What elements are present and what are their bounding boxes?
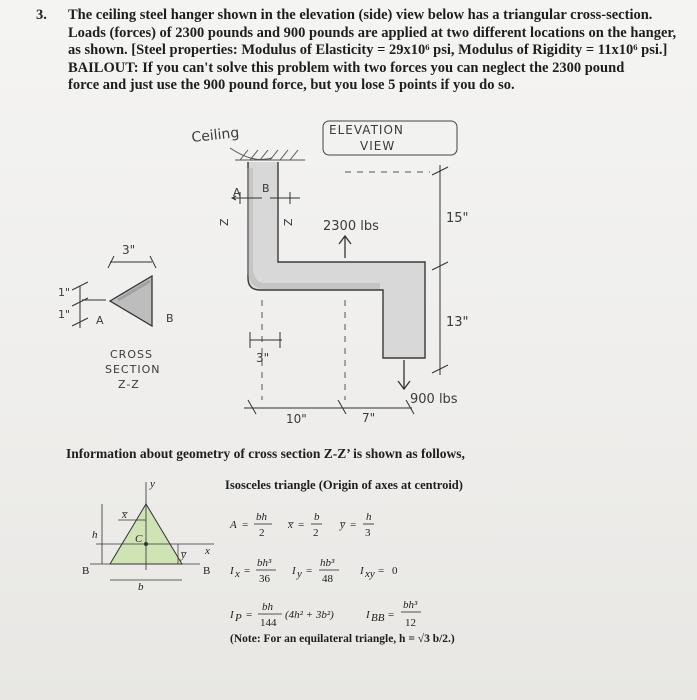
svg-text:144: 144	[260, 617, 277, 629]
svg-text:x: x	[235, 568, 240, 580]
svg-text:=: =	[306, 565, 313, 577]
svg-text:bh: bh	[262, 601, 273, 613]
triangle-heading: Isosceles triangle (Origin of axes at centroid)	[225, 478, 463, 492]
svg-text:y̅: y̅	[340, 519, 345, 531]
problem-line-1: The ceiling steel hanger shown in the elevation (side) view below has a triangular cross-section.	[68, 7, 653, 23]
svg-text:I: I	[360, 565, 364, 577]
svg-text:I: I	[230, 609, 234, 621]
svg-text:bh³: bh³	[257, 557, 272, 569]
svg-text:=: =	[246, 609, 253, 621]
formula-ixy	[359, 565, 398, 580]
cs-point-a: A	[96, 314, 104, 327]
svg-text:I: I	[292, 565, 296, 577]
geometry-info-text: Information about geometry of cross section Z-Z’ is shown as follows,	[66, 446, 465, 461]
tri-base: b	[138, 581, 144, 593]
svg-text:x̅: x̅	[288, 519, 293, 531]
dim-13-label: 13"	[446, 315, 469, 330]
problem-number: 3.	[36, 7, 47, 23]
tri-bb-right: B	[203, 565, 211, 577]
svg-text:=: =	[378, 565, 385, 577]
dim-10-label: 10"	[286, 412, 307, 426]
hanger-width-dimension	[250, 332, 282, 348]
hanger-body	[248, 162, 425, 358]
formula-ip	[229, 601, 334, 629]
view-label-elevation: ELEVATION	[329, 123, 404, 137]
load-900-label: 900 lbs	[410, 392, 458, 407]
formula-ix	[229, 557, 276, 585]
dim-3-label: 3"	[256, 351, 270, 365]
svg-text:3: 3	[365, 527, 371, 539]
load-2300-arrow	[339, 236, 351, 258]
dim-15-label: 15"	[446, 211, 469, 226]
svg-text:36: 36	[259, 573, 270, 585]
svg-text:=: =	[350, 519, 357, 531]
formula-xbar	[287, 511, 322, 539]
cs-label-section: SECTION	[105, 363, 161, 376]
problem-line-5: force and just use the 900 pound force, but you lose 5 points if you do so.	[68, 77, 515, 94]
cs-top-dim-label: 1"	[58, 286, 71, 299]
svg-text:bh³: bh³	[403, 599, 418, 611]
cross-section-triangle	[110, 276, 152, 326]
horizontal-dimension	[244, 400, 414, 414]
tri-y-axis: y	[150, 478, 155, 490]
svg-text:2: 2	[259, 527, 265, 539]
svg-text:P: P	[235, 612, 242, 624]
view-label-view: VIEW	[360, 139, 396, 153]
tri-height: h	[92, 529, 98, 541]
isosceles-triangle-diagram	[90, 482, 214, 580]
cs-label-zz: Z-Z	[118, 378, 140, 391]
tri-bb-left: B	[82, 565, 90, 577]
svg-text:hb³: hb³	[320, 557, 335, 569]
problem-line-4: BAILOUT: If you can't solve this problem with two forces you can neglect the 2300 pound	[68, 59, 625, 76]
triangle-formulas-figure	[0, 478, 697, 638]
section-z-left: Z	[218, 218, 231, 226]
dim-7-label: 7"	[362, 411, 376, 425]
elevation-point-a: A	[233, 186, 241, 199]
problem-line-2: Loads (forces) of 2300 pounds and 900 pounds are applied at two different locations on the hanger,	[68, 24, 677, 41]
svg-text:2: 2	[313, 527, 319, 539]
tri-centroid: C	[135, 533, 143, 545]
formula-ybar	[339, 511, 374, 539]
elevation-point-b: B	[262, 182, 270, 195]
cs-width-label: 3"	[122, 243, 136, 257]
tri-xbar: x̅	[122, 509, 127, 521]
formula-iy	[291, 557, 339, 585]
problem-line-3: as shown. [Steel properties: Modulus of Elasticity = 29x10⁶ psi, Modulus of Rigidity = 11x10⁶ psi.]	[68, 42, 668, 59]
ceiling-leader	[230, 148, 272, 160]
tri-x-axis: x	[205, 545, 210, 557]
svg-text:0: 0	[392, 565, 398, 577]
formula-area	[229, 511, 272, 539]
svg-text:I: I	[230, 565, 234, 577]
section-z-right: Z	[282, 218, 295, 226]
svg-text:=: =	[244, 565, 251, 577]
svg-text:b: b	[314, 511, 320, 523]
ceiling-label: Ceiling	[190, 125, 240, 146]
formula-ibb	[365, 599, 421, 629]
svg-text:48: 48	[322, 573, 333, 585]
svg-text:=: =	[242, 519, 249, 531]
cs-point-b: B	[166, 312, 174, 325]
svg-text:xy: xy	[365, 568, 375, 580]
svg-text:bh: bh	[256, 511, 267, 523]
svg-text:BB: BB	[371, 612, 385, 624]
equilateral-note: (Note: For an equilateral triangle, h = √3 b/2.)	[230, 633, 455, 645]
load-900-arrow	[398, 360, 410, 389]
vertical-dimension	[432, 165, 448, 375]
tri-ybar: y̅	[181, 549, 186, 561]
svg-text:h: h	[366, 511, 372, 523]
svg-text:y: y	[297, 568, 302, 580]
svg-text:A: A	[230, 519, 237, 531]
cs-bottom-dim-label: 1"	[58, 308, 71, 321]
svg-text:=: =	[298, 519, 305, 531]
load-2300-label: 2300 lbs	[323, 219, 379, 234]
svg-text:I: I	[366, 609, 370, 621]
cs-label-cross: CROSS	[110, 348, 153, 361]
svg-text:12: 12	[405, 617, 416, 629]
svg-text:=: =	[388, 609, 395, 621]
svg-text:(4h² + 3b²): (4h² + 3b²)	[285, 609, 334, 621]
